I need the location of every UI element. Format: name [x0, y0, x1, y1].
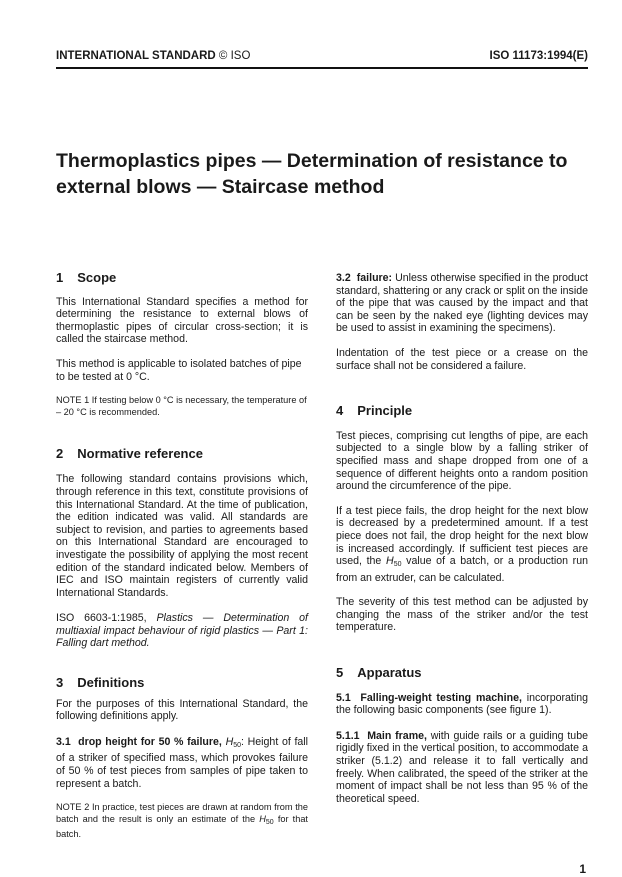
definition-text: Unless otherwise specified in the product standard, shattering or any crack or split on the inside of the pipe that was caused by the impact and that can be seen by the naked eye (lighting devices may be used to assist in examining the specimens).: [336, 272, 588, 335]
section-title: Principle: [357, 403, 413, 419]
clause-text: incorporating the following basic components (see figure 1).: [336, 691, 588, 717]
principle-paragraph-2: [336, 505, 588, 585]
section-number: 2: [56, 445, 64, 461]
right-column: [336, 272, 588, 805]
left-column: [56, 272, 308, 841]
normative-paragraph: The following standard contains provisions which, through reference in this text, constitute provisions of this International Standard. At the time of publication, the edition indicated was valid. All standards are subject to revision, and parties to agreements based on this International Standard are encouraged to investigate the possibility of applying the most recent edition of the standard indicated below. Members of IEC and ISO maintain registers of currently valid International Standards.: [56, 473, 308, 599]
reference-code: ISO 6603-1:1985,: [56, 612, 147, 625]
section-title: Apparatus: [357, 665, 422, 681]
defined-term: failure:: [356, 272, 393, 284]
clause-text: with guide rails or a guiding tube rigidly fixed in the vertical position, to accommodate a striker (5.1.2) and release it to fall vertically and freely. When calibrated, the speed of the striker at the moment of impact shall be not less than 95 % of the theoretical speed.: [336, 729, 588, 805]
section-number: 5: [336, 665, 344, 681]
clause-5-1: [336, 692, 588, 717]
section-4-heading: [336, 405, 588, 418]
section-1-heading: [56, 272, 308, 285]
clause-5-1-1: [336, 730, 588, 806]
note-text-end: for that batch.: [56, 814, 308, 839]
note-2: [56, 802, 308, 840]
section-number: 1: [56, 270, 64, 285]
definitions-intro: For the purposes of this International Standard, the following definitions apply.: [56, 697, 308, 723]
definition-3-2: [336, 272, 588, 335]
document-title: Thermoplastics pipes — Determination of resistance to external blows — Staircase method: [56, 150, 568, 198]
section-3-heading: [56, 677, 308, 690]
page-number: 1: [579, 862, 586, 876]
principle-paragraph-1: Test pieces, comprising cut lengths of pipe, are each subjected to a single blow by a falling striker of specified mass and shape dropped from one of a sequence of different heights onto a random position around the circumference of the pipe.: [336, 429, 588, 493]
normative-reference: [56, 612, 308, 650]
defined-term: drop height for 50 % failure,: [78, 735, 222, 748]
principle-text: If a test piece fails, the drop height for the next blow is decreased by a predetermined amount. If a test piece does not fail, the drop height for the next blow is increased accordingly. If sufficient test pieces are used, the: [336, 504, 588, 568]
symbol-subscript: 50: [393, 561, 402, 569]
definition-3-1: [56, 736, 308, 790]
header-left: [56, 50, 250, 62]
symbol: H: [259, 814, 266, 825]
symbol-subscript: 50: [265, 819, 274, 827]
clause-number: 3.1: [56, 735, 71, 748]
header-rule: [56, 67, 588, 69]
symbol: H: [225, 735, 234, 748]
clause-term: Main frame,: [367, 729, 427, 742]
symbol-subscript: 50: [233, 741, 242, 749]
header-doc-number: ISO 11173:1994(E): [489, 50, 588, 62]
section-2-heading: [56, 445, 308, 461]
scope-paragraph-1: This International Standard specifies a method for determining the resistance to external blows of thermoplastic pipes of circular cross-section; it is called the staircase method.: [56, 295, 308, 346]
definition-text: : Height of fall of a striker of specified mass, which provokes failure of 50 % of test pieces from samples of pipe taken to represent a batch.: [56, 735, 308, 790]
clause-number: 5.1: [336, 691, 351, 704]
symbol: H: [386, 555, 394, 568]
scope-paragraph-2: This method is applicable to isolated batches of pipe to be tested at 0 °C.: [56, 357, 302, 383]
reference-title: Plastics — Determination of multiaxial impact behaviour of rigid plastics — Part 1: Falling dart method.: [56, 612, 308, 650]
note-1: NOTE 1 If testing below 0 °C is necessary, the temperature of – 20 °C is recommended.: [56, 395, 307, 417]
principle-paragraph-3: The severity of this test method can be adjusted by changing the mass of the striker and/or the test temperature.: [336, 596, 588, 634]
clause-term: Falling-weight testing machine,: [360, 691, 522, 704]
section-number: 4: [336, 403, 344, 419]
section-title: Scope: [77, 270, 117, 285]
failure-paragraph-2: Indentation of the test piece or a crease on the surface shall not be considered a failure.: [336, 346, 588, 372]
note-text: NOTE 2 In practice, test pieces are drawn at random from the batch and the result is only an estimate of the: [56, 802, 308, 825]
section-title: Normative reference: [77, 445, 203, 461]
principle-text-end: value of a batch, or a production run from an extruder, can be calculated.: [336, 555, 588, 584]
section-title: Definitions: [77, 675, 145, 691]
section-5-heading: [336, 667, 588, 680]
clause-number: 3.2: [336, 272, 351, 284]
header-copyright: © ISO: [218, 50, 251, 62]
section-number: 3: [56, 675, 64, 691]
header-standard-label: INTERNATIONAL STANDARD: [56, 50, 216, 62]
clause-number: 5.1.1: [336, 729, 360, 742]
